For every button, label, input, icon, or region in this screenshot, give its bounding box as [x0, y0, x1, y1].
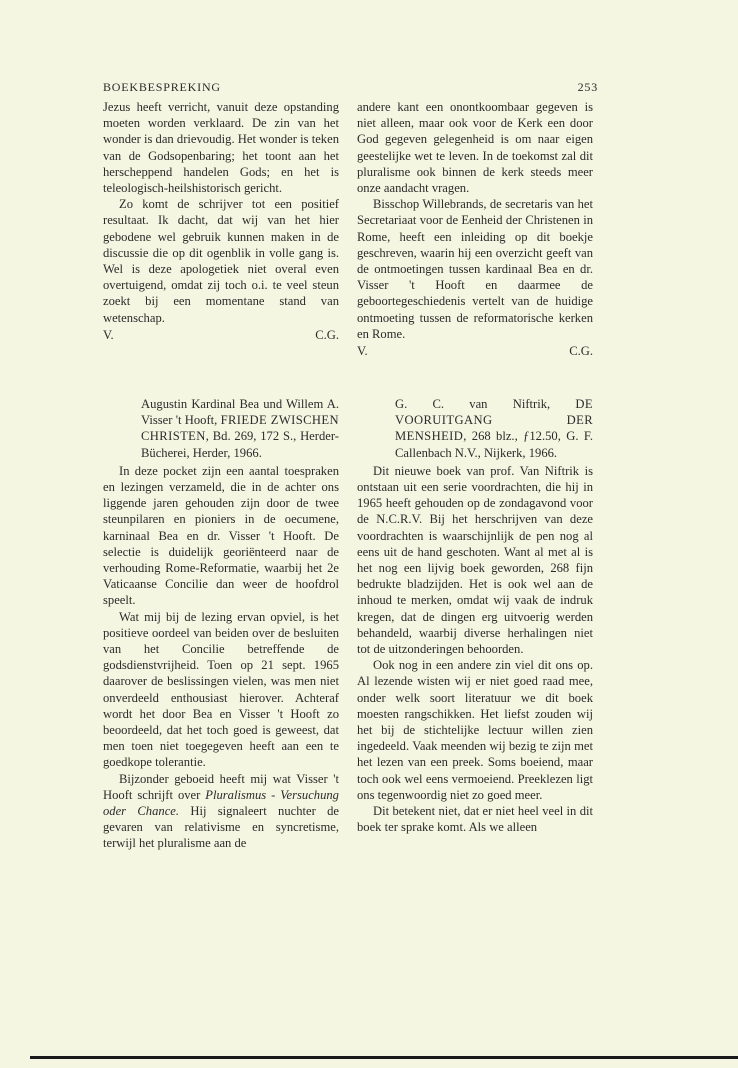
paragraph: andere kant een onontkoombaar gegeven is niet alleen, maar ook voor de Kerk een door God gegeven gelegenheid is om naar eigen geestelijke wet te leven. In de toekomst zal dit pluralisme ook binnen de kerk steeds meer onze aandacht vragen.: [357, 100, 593, 196]
book-reference: [141, 396, 339, 461]
reference-authors: Augustin Kardinal Bea und Willem A. Visser 't Hooft,: [141, 397, 339, 428]
signature-left: V.: [103, 327, 114, 342]
reference-details: , Bd. 269, 172 S., Herder-Bücherei, Herder, 1966.: [141, 429, 339, 460]
signature-right: C.G.: [569, 344, 593, 359]
paragraph: Bisschop Willebrands, de secretaris van het Secretariaat voor de Eenheid der Christenen in Rome, heeft een inleiding op dit boekje geschreven, waarin hij een overzicht geeft van de ontmoetingen tussen kardinaal Bea en dr. Visser 't Hooft en daarmee de geboortegeschiedenis vertelt van de huidige ontmoeting tussen de reformatorische kerken en Rome.: [357, 197, 593, 341]
paragraph: In deze pocket zijn een aantal toespraken en lezingen verzameld, die in de achter ons liggende jaren gehouden zijn door de twee steunpilaren en pioniers in de oecumene, karninaal Bea en dr. Visser 't Hooft. De selectie is duidelijk georiënteerd naar de verhouding Rome-Reformatie, waarbij het 2e Vaticaanse Concilie dan weer de hoofdrol speelt.: [103, 463, 339, 608]
review-signature: [357, 343, 593, 359]
review-signature: [103, 327, 339, 343]
paragraph: Dit nieuwe boek van prof. Van Niftrik is ontstaan uit een serie voordrachten, die hij in 1965 heeft gehouden op de zondagavond voor de N.C.R.V. Bij het herschrijven van deze voordrachten is waarschijnlijk de pen nog al eens uit de hand geschoten. Want al met al is het nog een lijvig boek geworden, 268 fijn bedrukte bladzijden. Het is ook wel aan de inhoud te merken, omdat wij vaak de indruk kregen, dat de dingen erg uitvoerig werden behandeld, waarbij diverse herhalingen niet tot de uitzonderingen behoorden.: [357, 463, 593, 657]
left-column-bottom: [103, 396, 339, 852]
right-column-top: [357, 99, 593, 359]
paragraph: Ook nog in een andere zin viel dit ons op. Al lezende wisten wij er niet goed raad mee, onder welk soort literatuur we dit boek moesten rangschikken. Het liefst zouden wij het bij de stichtelijke lectuur willen zien ingedeeld. Vaak meenden wij bezig te zijn met het lezen van een preek. Soms boeiend, maar toch ook wel eens vermoeiend. Preeklezen ligt ons tegenwoordig niet zo goed meer.: [357, 658, 593, 802]
section-title: BOEKBESPREKING: [103, 80, 221, 94]
signature-right: C.G.: [315, 327, 339, 342]
paragraph: Dit betekent niet, dat er niet heel veel in dit boek ter sprake komt. Als we alleen: [357, 804, 593, 835]
paragraph: [103, 771, 339, 852]
left-column-top: [103, 99, 339, 343]
reference-details: , 268 blz., ƒ12.50, G. F. Callenbach N.V., Nijkerk, 1966.: [395, 429, 593, 460]
paragraph-emphasis: Pluralismus - Versuchung oder Chance.: [103, 787, 339, 819]
running-header: [103, 80, 598, 95]
signature-left: V.: [357, 344, 368, 359]
reference-authors: G. C. van Niftrik,: [395, 397, 576, 411]
reference-title: DE VOORUITGANG DER MENSHEID: [395, 397, 593, 444]
scan-edge: [30, 1056, 738, 1059]
paragraph-text: Hij signaleert nuchter de gevaren van relativisme en syncretisme, terwijl het pluralisme aan de: [103, 804, 339, 851]
paragraph: Zo komt de schrijver tot een positief resultaat. Ik dacht, dat wij van het hier gebodene wel gebruik kunnen maken in de discussie die op dit ogenblik in volle gang is. Wel is deze apologetiek niet overal even overtuigend, omdat zij toch o.i. te veel steun zoekt bij een momentane stand van wetenschap.: [103, 197, 339, 325]
book-reference: [395, 396, 593, 461]
paragraph-text: Bijzonder geboeid heeft mij wat Visser 't Hooft schrijft over: [103, 771, 339, 802]
paragraph: Wat mij bij de lezing ervan opviel, is het positieve oordeel van beiden over de besluiten van het Concilie betreffende de godsdienstvrijheid. Toen op 21 sept. 1965 daarover de beslissingen vielen, was men niet onverdeeld enthousiast hierover. Achteraf wordt het door Bea en Visser 't Hooft zo beoordeeld, dat het toch goed is geweest, dat men toen niet toegegeven heeft aan een te goedkope tolerantie.: [103, 609, 339, 770]
page-number: 253: [577, 80, 598, 94]
reference-title: FRIEDE ZWISCHEN CHRISTEN: [141, 413, 339, 444]
right-column-bottom: [357, 396, 593, 835]
paragraph: Jezus heeft verricht, vanuit deze opstanding moeten worden verklaard. De zin van het wonder is dan drievoudig. Het wonder is teken van de Godsopenbaring; het toont aan het herscheppend handelen Gods; en het is teleologisch-heilshistorisch gericht.: [103, 100, 339, 196]
